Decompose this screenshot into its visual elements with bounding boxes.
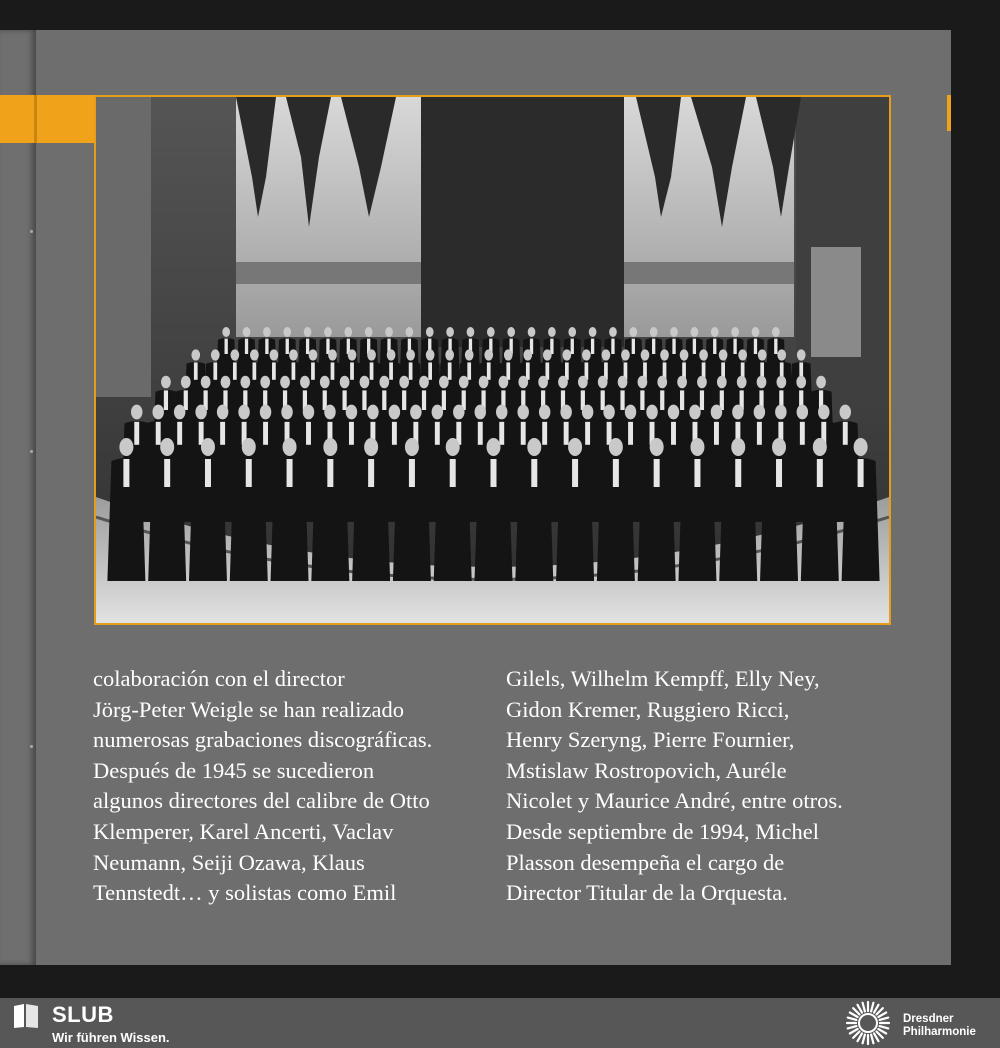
- text-line: algunos directores del calibre de Otto: [93, 788, 430, 814]
- orchestra-logo-text: [903, 1013, 976, 1039]
- text-line: Director Titular de la Orquesta.: [506, 880, 788, 906]
- article-left-column: [93, 664, 493, 909]
- orchestra-members: [107, 327, 879, 581]
- facing-page-edge: [0, 30, 36, 965]
- sunburst-icon[interactable]: [842, 999, 894, 1047]
- orchestra-photo: [94, 95, 891, 625]
- text-line: Tennstedt… y solistas como Emil: [93, 880, 397, 906]
- text-line: Neumann, Seiji Ozawa, Klaus: [93, 849, 365, 875]
- text-line: Mstislaw Rostropovich, Auréle: [506, 757, 787, 783]
- text-line: Henry Szeryng, Pierre Fournier,: [506, 727, 795, 753]
- text-line: Nicolet y Maurice André, entre otros.: [506, 788, 843, 814]
- orchestra-photo-drawing: [96, 97, 889, 623]
- orchestra-logo-line: Dresdner: [903, 1013, 954, 1025]
- text-line: colaboración con el director: [93, 666, 345, 691]
- article-right-column: [506, 664, 906, 909]
- text-line: Plasson desempeña el cargo de: [506, 849, 785, 875]
- orange-edge-marker: [947, 95, 951, 131]
- orange-tab-marker: [0, 95, 96, 143]
- text-line: numerosas grabaciones discográficas.: [93, 727, 433, 753]
- book-icon[interactable]: [12, 1003, 40, 1029]
- library-tagline: Wir führen Wissen.: [52, 1030, 170, 1045]
- text-line: Después de 1945 se sucedieron: [93, 757, 375, 783]
- text-line: Desde septiembre de 1994, Michel: [506, 818, 820, 844]
- text-line: Jörg-Peter Weigle se han realizado: [93, 696, 404, 722]
- text-line: Gidon Kremer, Ruggiero Ricci,: [506, 696, 790, 722]
- orchestra-logo-line: Philharmonie: [903, 1026, 976, 1038]
- text-line: Gilels, Wilhelm Kempff, Elly Ney,: [506, 666, 820, 691]
- library-name[interactable]: SLUB: [52, 1002, 114, 1027]
- text-line: Klemperer, Karel Ancerti, Vaclav: [93, 818, 394, 844]
